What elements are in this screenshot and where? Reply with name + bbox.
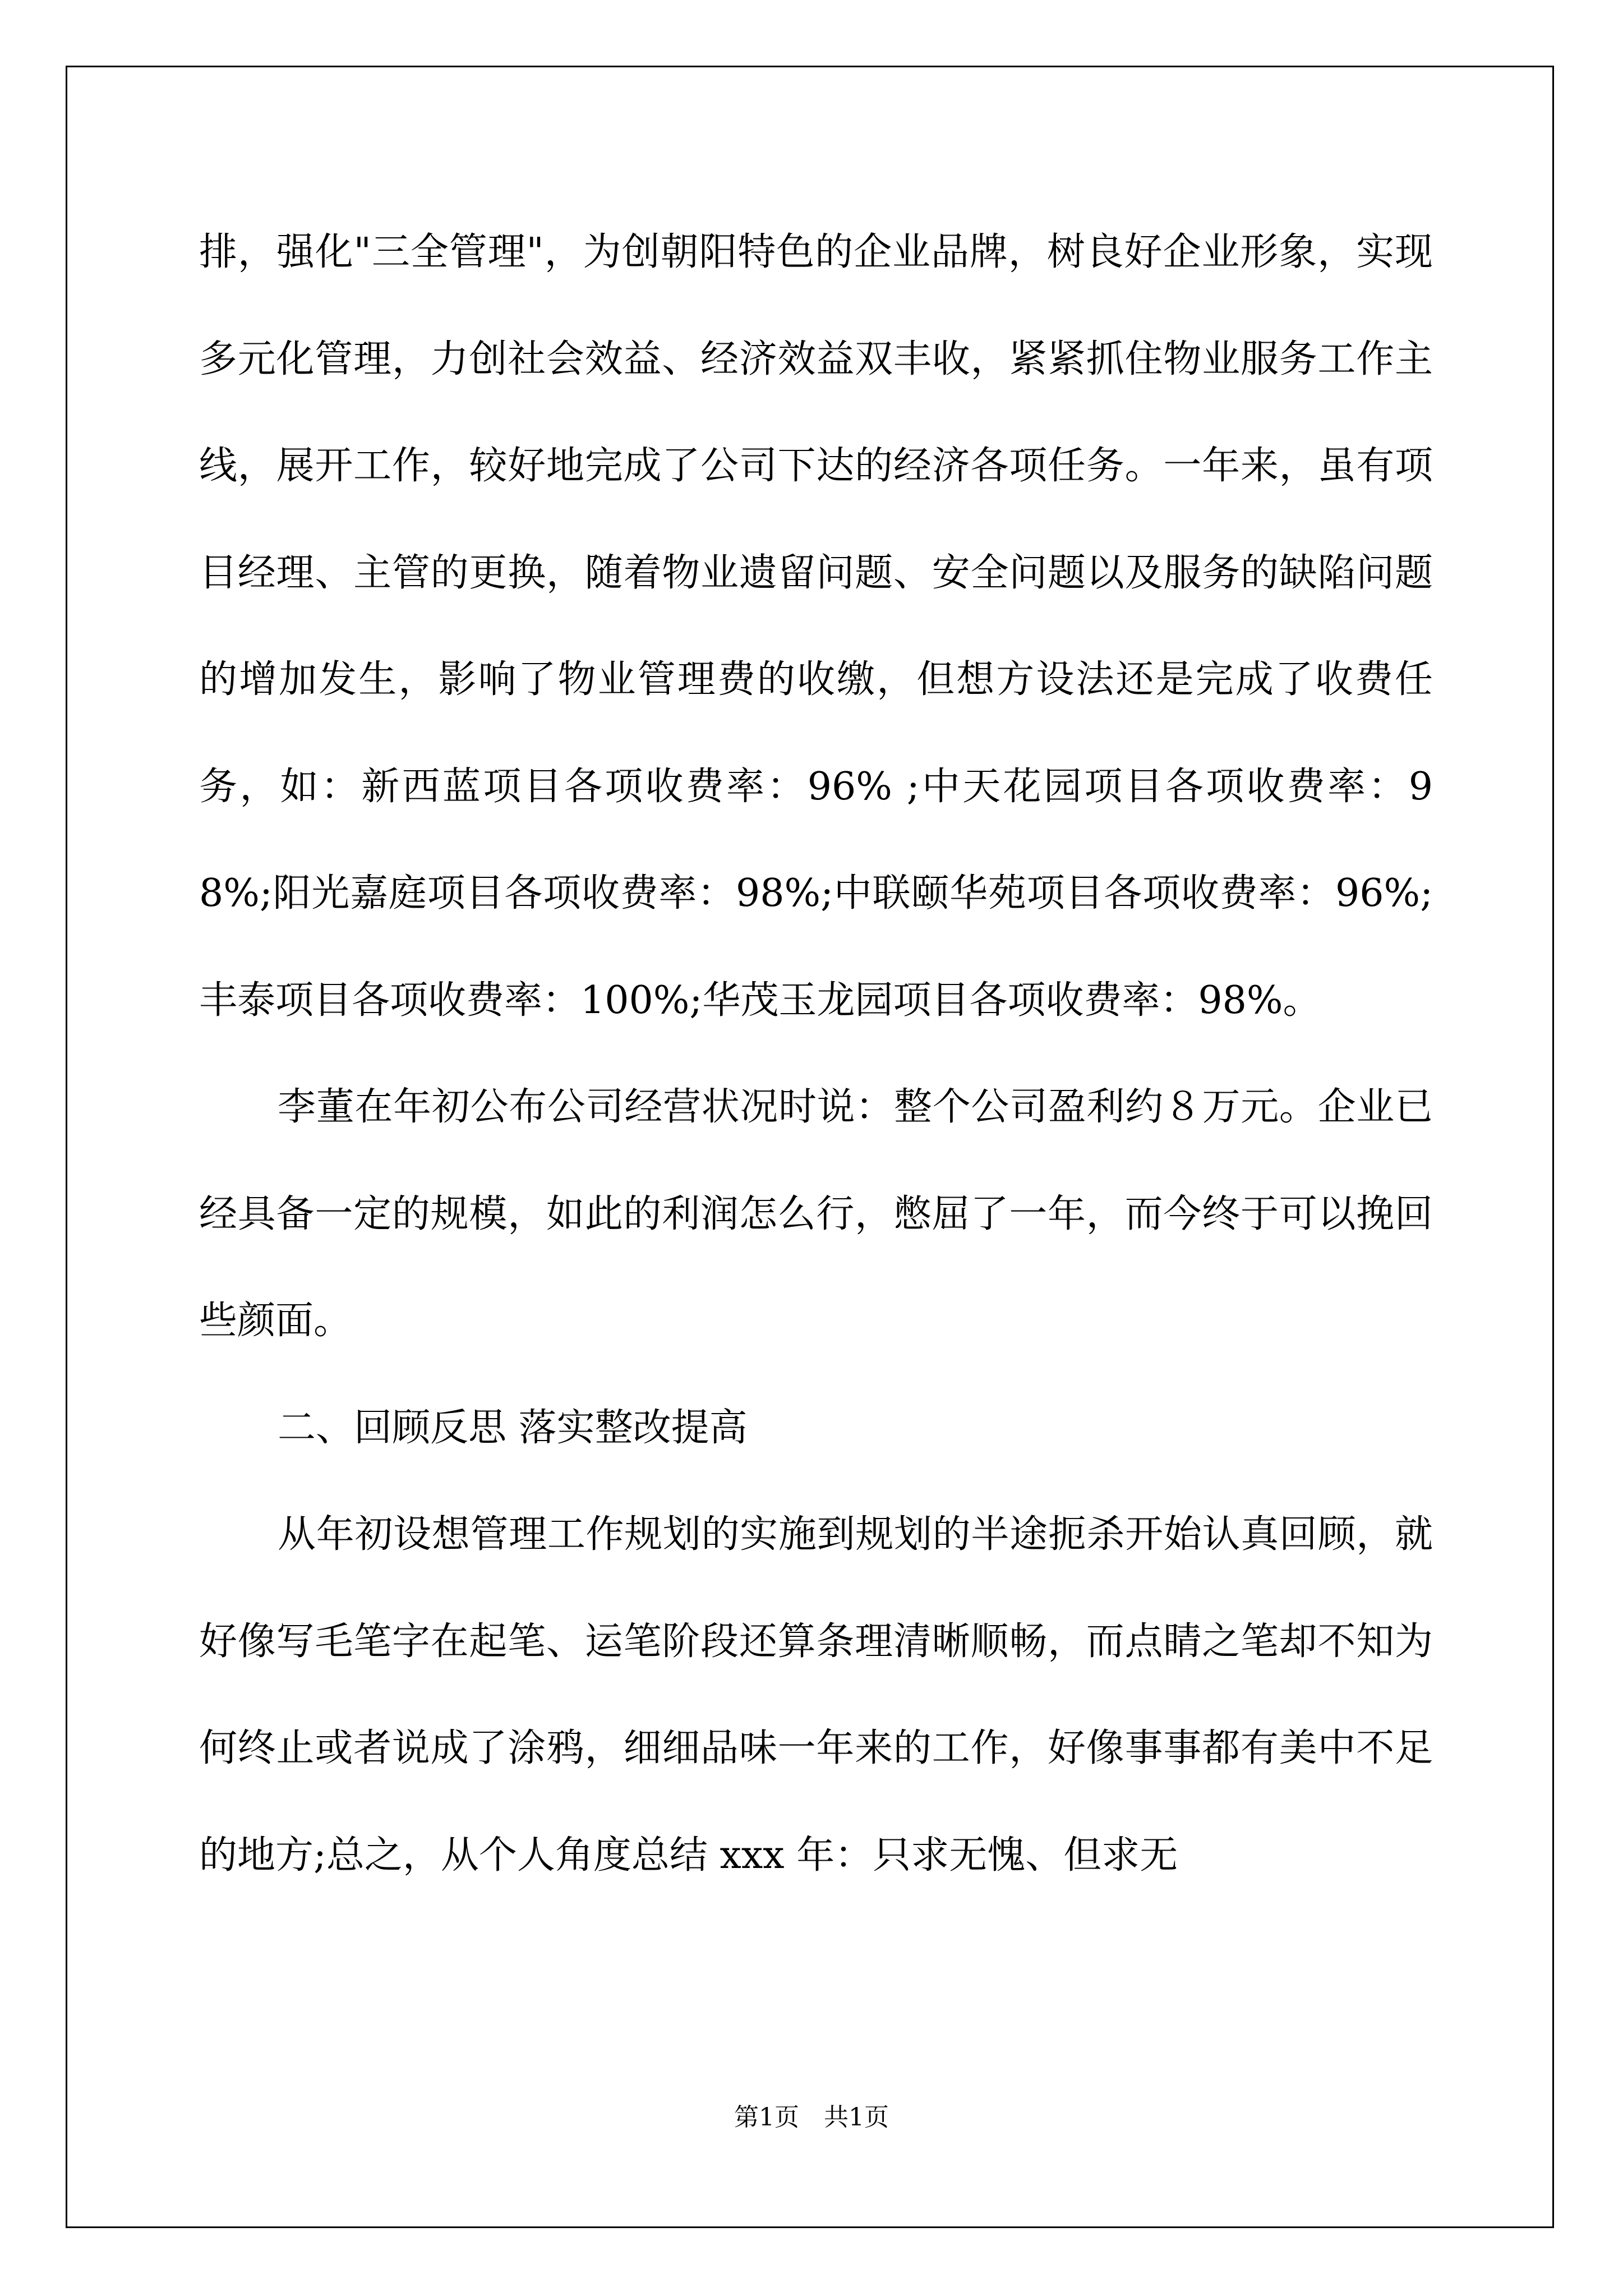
paragraph-fee-collection: 排，强化"三全管理"，为创朝阳特色的企业品牌，树良好企业形象，实现多元化管理，力创社会效益、经济效益双丰收，紧紧抓住物业服务工作主线，展开工作，较好地完成了公司下达的经济各项任务。一年来，虽有项目经理、主管的更换，随着物业遗留问题、安全问题以及服务的缺陷问题的增加发生，影响了物业管理费的收缴，但想方设法还是完成了收费任务，如：新西蓝项目各项收费率：96% ;中天花园项目各项收费率：98%;阳光嘉庭项目各项收费率：98%;中联颐华苑项目各项收费率：96%;丰泰项目各项收费率：100%;华茂玉龙园项目各项收费率：98%。 xyxy=(199,230,1433,1023)
paragraph-chairman-remark: 李董在年初公布公司经营状况时说：整个公司盈利约８万元。企业已经具备一定的规模，如此的利润怎么行，憋屈了一年，而今终于可以挽回些颜面。 xyxy=(199,1085,1433,1343)
page-footer-page-number: 第1页 共1页 xyxy=(734,2103,889,2132)
section-heading-review: 二、回顾反思 落实整改提高 xyxy=(278,1405,748,1450)
document-body xyxy=(199,199,1433,1909)
paragraph-review-reflection: 从年初设想管理工作规划的实施到规划的半途扼杀开始认真回顾，就好像写毛笔字在起笔、运笔阶段还算条理清晰顺畅，而点睛之笔却不知为何终止或者说成了涂鸦，细细品味一年来的工作，好像事事都有美中不足的地方;总之，从个人角度总结 xxx 年：只求无愧、但求无 xyxy=(199,1512,1433,1878)
